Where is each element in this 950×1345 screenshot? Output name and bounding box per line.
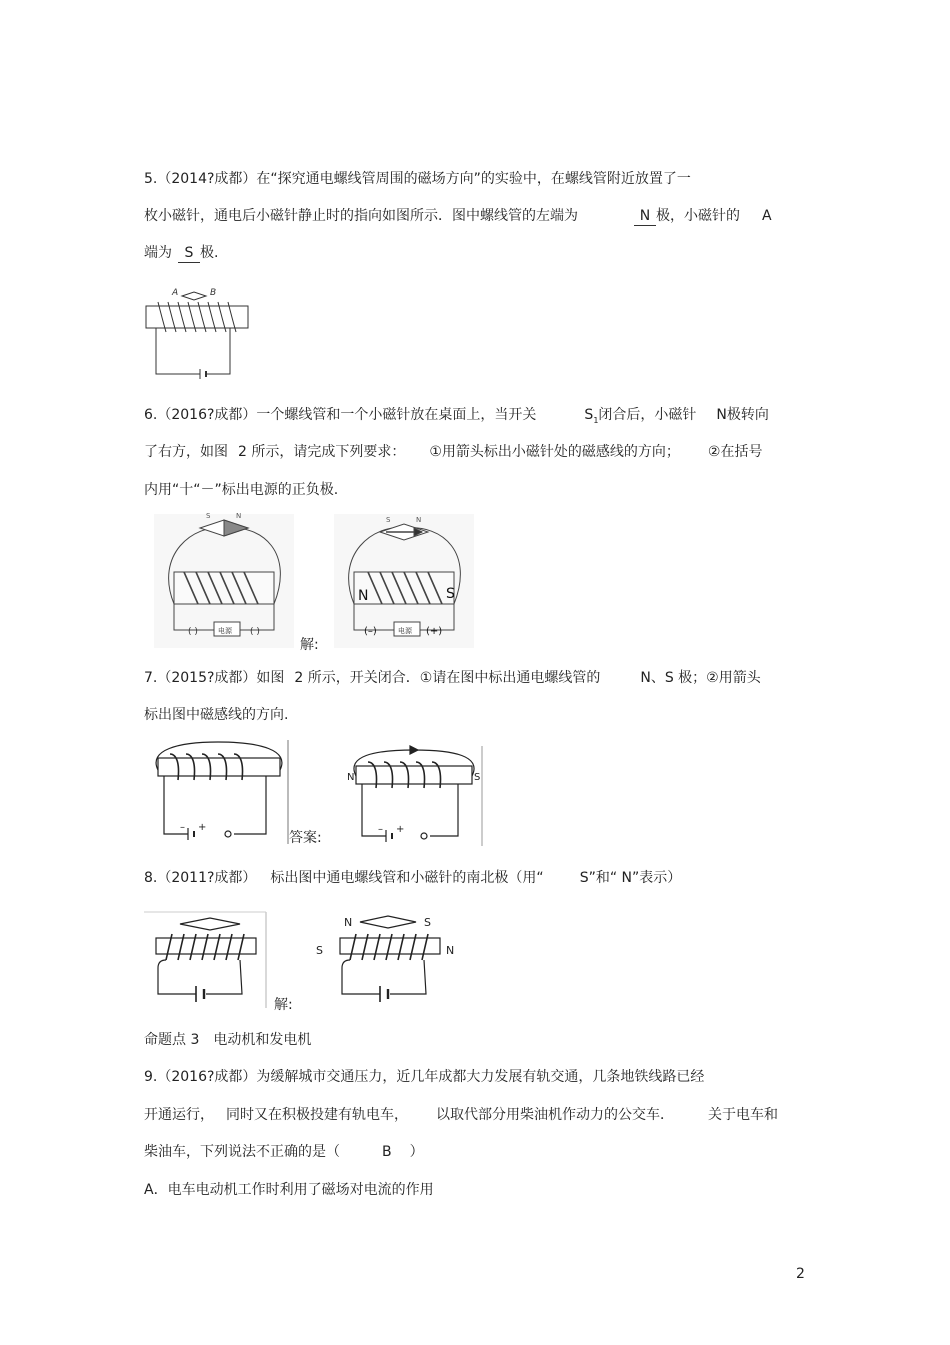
- q6-figure-answer: [334, 514, 474, 648]
- q6-fig1-paren-2: ( ): [250, 627, 260, 637]
- q6-figure-question: [154, 514, 294, 648]
- q9-line3-pre: 柴油车，下列说法不正确的是（: [144, 1144, 340, 1160]
- section-name: 电动机和发电机: [213, 1032, 312, 1048]
- q6-fig2-needle-n: N: [416, 516, 422, 524]
- q8-line1: [144, 869, 681, 887]
- q8-line1-mid: 标出图中通电螺线管和小磁针的南北极（用“: [270, 870, 544, 886]
- q7-figure-answer: [344, 746, 484, 846]
- q5-answer-2: S: [178, 244, 200, 263]
- q6-line2: [144, 443, 762, 461]
- q6-fig2-power: 电源: [398, 627, 412, 635]
- q8-fig2-n-right: N: [446, 944, 455, 957]
- q6-fig1-needle-n: N: [236, 512, 242, 520]
- q5-line1: 5.（2014?成都）在“探究通电螺线管周围的磁场方向”的实验中，在螺线管附近放置了一: [144, 171, 691, 187]
- q6-fig2-plus: (+): [426, 626, 443, 637]
- q8-line1-pre: 8.（2011?成都）: [144, 870, 257, 886]
- q9-line1: 9.（2016?成都）为缓解城市交通压力，近几年成都大力发展有轨交通，几条地铁线路已经: [144, 1069, 705, 1085]
- q6-line1-post: 极转向: [726, 407, 769, 423]
- q8-fig2-s-left: S: [316, 944, 323, 957]
- q9-line2-d: 关于电车和: [708, 1107, 778, 1123]
- q5-line2-a: A: [762, 208, 772, 224]
- q7-fig1-minus: –: [180, 822, 185, 833]
- q7-answer-label: 答案:: [289, 830, 322, 846]
- q7-fig2-n: N: [347, 772, 355, 783]
- q9-line3: [144, 1143, 424, 1161]
- q6-fig1-power: 电源: [218, 627, 232, 635]
- q8-fig2-s-top: S: [424, 916, 431, 929]
- q9-line2-c: 以取代部分用柴油机作动力的公交车．: [436, 1107, 674, 1123]
- q6-line2-d: ②在括号: [707, 444, 763, 460]
- q9-line3-post: ）: [409, 1144, 424, 1160]
- q9-option-a: A．电车电动机工作时利用了磁场对电流的作用: [144, 1182, 434, 1198]
- q9-line2-b: 同时又在积极投建有轨电车，: [226, 1107, 408, 1123]
- q6-line2-a: 了右方，如图: [144, 444, 228, 460]
- q6-fig1-paren: ( ): [188, 627, 198, 637]
- q6-fig2-needle-s: S: [386, 516, 391, 524]
- q6-n: N: [716, 407, 727, 423]
- q6-fig2-s: S: [446, 586, 455, 602]
- q7-line2: 标出图中磁感线的方向.: [144, 707, 289, 723]
- q7-figure-question: [148, 740, 290, 844]
- q9-answer: B: [382, 1144, 392, 1160]
- q7-fig2-s: S: [474, 772, 481, 783]
- q7-line1-pre: 7.（2015?成都）如图: [144, 670, 285, 686]
- q6-jie: 解:: [300, 637, 319, 653]
- q8-jie: 解:: [274, 997, 293, 1013]
- q5-answer-1: N: [634, 207, 656, 226]
- q5-line2: [144, 207, 772, 226]
- q7-line1-ns: N、S 极；②用箭头: [640, 670, 761, 686]
- q6-line1: [144, 406, 769, 430]
- q6-fig2-minus: (–): [364, 626, 377, 637]
- q5-fig-label-b: B: [210, 288, 217, 298]
- q8-figure-question: [144, 910, 268, 1008]
- q5-fig-label-a: A: [172, 288, 179, 298]
- q6-fig2-n: N: [358, 588, 369, 604]
- q9-line2-a: 开通运行，: [144, 1107, 214, 1123]
- q5-line3-pre: 端为: [144, 245, 172, 261]
- section-heading: [144, 1031, 311, 1049]
- section-title: 命题点 3: [144, 1032, 200, 1048]
- q8-figure-answer: [312, 910, 462, 1008]
- q6-s1: S: [584, 407, 594, 423]
- q7-fig2-plus: +: [396, 824, 405, 835]
- q6-line3: 内用“十“－”标出电源的正负极.: [144, 482, 339, 498]
- q7-line1-mid: 2 所示，开关闭合．①请在图中标出通电螺线管的: [294, 670, 601, 686]
- q7-fig1-plus: +: [198, 822, 207, 833]
- q8-fig2-n-top: N: [344, 916, 353, 929]
- q7-fig2-minus: –: [378, 824, 383, 835]
- q5-figure: [144, 284, 254, 384]
- q6-s1-sub: 1: [593, 415, 599, 425]
- q5-line3: [144, 244, 218, 263]
- q5-line3-post: 极.: [200, 245, 219, 261]
- q6-line2-b: 2 所示，请完成下列要求：: [238, 444, 406, 460]
- page-number: 2: [796, 1266, 805, 1282]
- q6-line2-c: ①用箭头标出小磁针处的磁感线的方向；: [429, 444, 680, 460]
- q6-line1-mid: 闭合后，小磁针: [598, 407, 697, 423]
- q6-fig1-needle-s: S: [206, 512, 211, 520]
- q5-line2-mid: 极，小磁针的: [656, 208, 740, 224]
- q6-line1-pre: 6.（2016?成都）一个螺线管和一个小磁针放在桌面上，当开关: [144, 407, 537, 423]
- q5-line2-pre: 枚小磁针，通电后小磁针静止时的指向如图所示．图中螺线管的左端为: [144, 208, 578, 224]
- q9-line2: [144, 1106, 778, 1124]
- q7-line1: [144, 669, 761, 687]
- q8-line1-post: S”和“ N”表示）: [579, 870, 682, 886]
